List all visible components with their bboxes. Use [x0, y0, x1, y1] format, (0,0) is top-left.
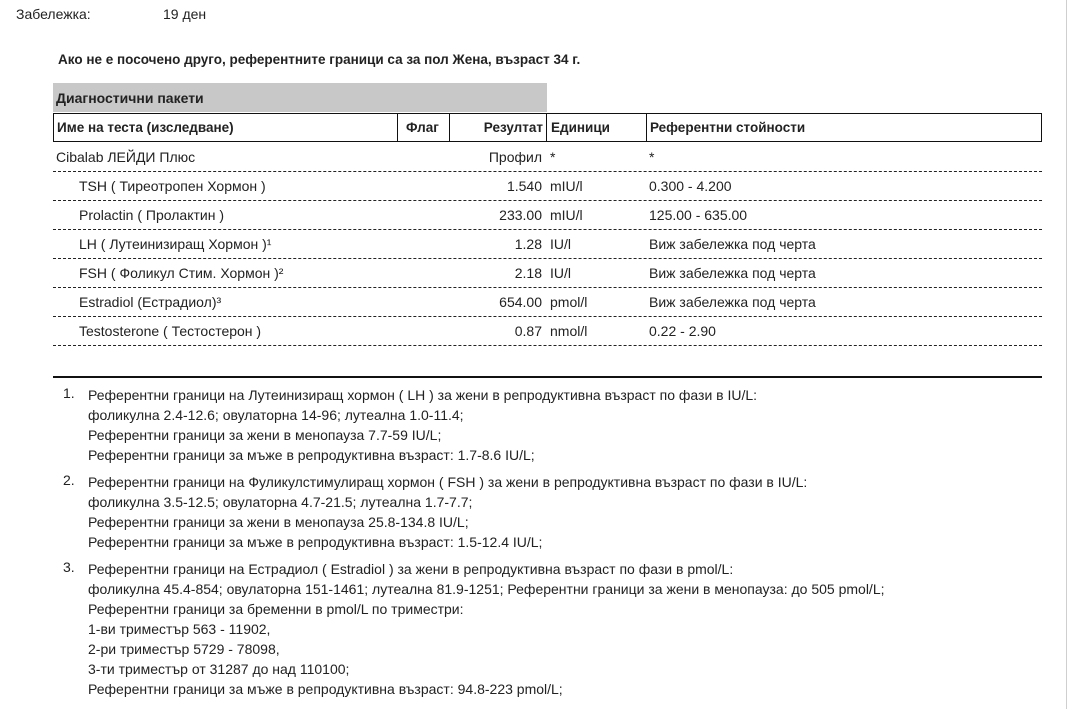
page-edge	[1066, 0, 1067, 709]
footnote-divider	[53, 376, 1042, 378]
table-row	[53, 287, 1042, 317]
footnote-line: 2-ри триместър 5729 - 78098,	[88, 641, 280, 657]
footnote-number: 1.	[63, 385, 75, 401]
table-row	[53, 258, 1042, 288]
table-row	[53, 200, 1042, 230]
test-units: IU/l	[550, 265, 571, 281]
test-name: Testosterone ( Тестостерон )	[79, 323, 262, 339]
test-units: *	[550, 149, 556, 165]
header-units: Единици	[551, 120, 610, 135]
test-result: 1.540	[506, 178, 542, 194]
table-row	[53, 229, 1042, 259]
footnote-item	[53, 559, 1042, 699]
test-reference: 125.00 - 635.00	[649, 207, 748, 223]
footnotes	[53, 385, 1042, 706]
test-reference: 0.300 - 4.200	[649, 178, 732, 194]
footnote-line: Референтни граници за мъже в репродуктивна възраст: 1.7-8.6 IU/L;	[88, 447, 535, 463]
test-result: 654.00	[499, 294, 542, 310]
header-name: Име на теста (изследване)	[57, 120, 234, 135]
header-flag: Флаг	[406, 120, 439, 135]
header-result: Резултат	[483, 120, 543, 135]
test-result: 0.87	[514, 323, 542, 339]
test-reference: Виж забележка под черта	[649, 294, 816, 310]
footnote-line: фоликулна 45.4-854; овулаторна 151-1461; лутеална 81.9-1251; Референтни граници за жени в менопауза: до 505 pmol/L;	[88, 581, 885, 597]
test-units: IU/l	[550, 236, 571, 252]
footnote-line: Референтни граници за жени в менопауза 25.8-134.8 IU/L;	[88, 514, 469, 530]
test-reference: *	[649, 149, 655, 165]
test-name: LH ( Лутеинизиращ Хормон )¹	[79, 236, 272, 252]
footnote-line: Референтни граници на Лутеинизиращ хормон ( LH ) за жени в репродуктивна възраст по фази в IU/L:	[88, 387, 758, 403]
test-units: nmol/l	[550, 323, 588, 339]
test-name: Estradiol (Естрадиол)³	[79, 294, 222, 310]
footnote-line: фоликулна 3.5-12.5; овулаторна 4.7-21.5; лутеална 1.7-7.7;	[88, 494, 473, 510]
footnote-item	[53, 385, 1042, 465]
table-row	[53, 316, 1042, 346]
footnote-item	[53, 472, 1042, 552]
section-title: Диагностични пакети	[53, 83, 547, 112]
footnote-line: 3-ти триместър от 31287 до над 110100;	[88, 661, 350, 677]
table-row	[53, 142, 1042, 172]
note-label: Забележка:	[16, 6, 91, 22]
test-units: mIU/l	[550, 207, 583, 223]
test-name: TSH ( Тиреотропен Хормон )	[79, 178, 266, 194]
header-divider	[546, 114, 547, 141]
footnote-line: Референтни граници за бременни в pmol/L по триместри:	[88, 601, 464, 617]
footnote-line: Референтни граници на Фуликулстимулиращ хормон ( FSH ) за жени в репродуктивна възраст по фази в IU/L:	[88, 474, 808, 490]
footnote-line: Референтни граници за мъже в репродуктивна възраст: 1.5-12.4 IU/L;	[88, 534, 543, 550]
test-result: 2.18	[514, 265, 542, 281]
table-header	[53, 113, 1042, 142]
test-result: Профил	[488, 149, 542, 165]
test-reference: 0.22 - 2.90	[649, 323, 716, 339]
header-divider	[646, 114, 647, 141]
reference-intro: Ако не е посочено друго, референтните граници са за пол Жена, възраст 34 г.	[58, 52, 581, 67]
footnote-line: 1-ви триместър 563 - 11902,	[88, 621, 271, 637]
test-name: Prolactin ( Пролактин )	[79, 207, 224, 223]
test-result: 233.00	[499, 207, 542, 223]
table-row	[53, 171, 1042, 201]
test-units: mIU/l	[550, 178, 583, 194]
test-name: Cibalab ЛЕЙДИ Плюс	[56, 149, 196, 165]
footnote-number: 2.	[63, 472, 75, 488]
test-reference: Виж забележка под черта	[649, 236, 816, 252]
test-units: pmol/l	[550, 294, 588, 310]
note-value: 19 ден	[163, 6, 207, 22]
header-reference: Референтни стойности	[650, 120, 806, 135]
footnote-number: 3.	[63, 559, 75, 575]
footnote-line: фоликулна 2.4-12.6; овулаторна 14-96; лутеална 1.0-11.4;	[88, 407, 464, 423]
footnote-line: Референтни граници за жени в менопауза 7.7-59 IU/L;	[88, 427, 442, 443]
footnote-line: Референтни граници на Естрадиол ( Estradiol ) за жени в репродуктивна възраст по фази в pmol/L:	[88, 561, 734, 577]
footnote-line: Референтни граници за мъже в репродуктивна възраст: 94.8-223 pmol/L;	[88, 681, 563, 697]
test-result: 1.28	[514, 236, 542, 252]
test-name: FSH ( Фоликул Стим. Хормон )²	[79, 265, 284, 281]
header-divider	[397, 114, 398, 141]
test-reference: Виж забележка под черта	[649, 265, 816, 281]
